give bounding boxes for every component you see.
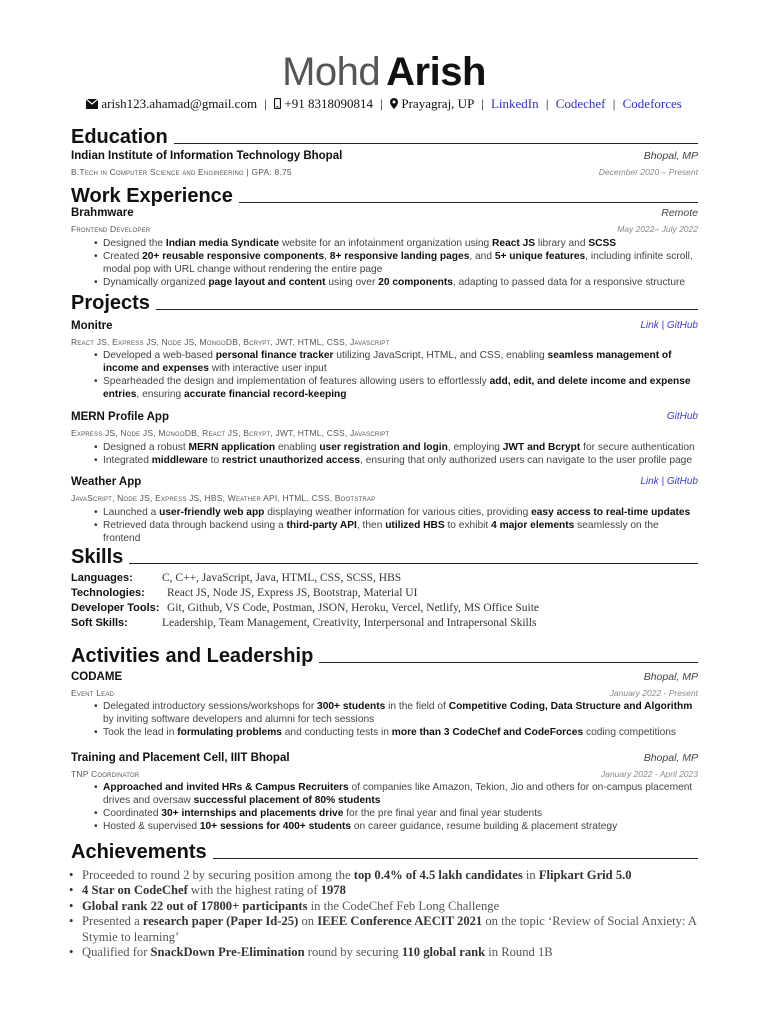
education-entry-sub <box>71 167 698 177</box>
skill-label: Developer Tools: <box>71 602 160 614</box>
project-github-link[interactable]: GitHub <box>666 320 698 331</box>
work-location: Remote <box>661 207 698 219</box>
skill-value: Git, Github, VS Code, Postman, JSON, Heroku, Vercel, Netlify, MS Office Suite <box>167 602 540 614</box>
project-header-mern <box>71 411 698 423</box>
list-item: • Coordinated 30+ internships and placements drive for the pre final year and final year students <box>103 807 698 820</box>
project-tech: Express JS, Node JS, MongoDB, React JS, Bcrypt, JWT, HTML, CSS, Javascript <box>71 428 390 438</box>
project-links: Link | GitHub <box>640 476 698 487</box>
achievements-section <box>71 840 698 864</box>
school-location: Bhopal, MP <box>643 150 698 162</box>
org-name: Training and Placement Cell, IIIT Bhopal <box>71 752 290 764</box>
list-item: • Proceeded to round 2 by securing position among the top 0.4% of 4.5 lakh candidates in Flipkart Grid 5.0 <box>82 868 698 883</box>
envelope-icon <box>86 97 98 113</box>
work-dates: May 2022– July 2022 <box>617 224 698 234</box>
section-rule <box>129 563 698 564</box>
work-entry-sub <box>71 224 698 234</box>
section-title: Activities and Leadership <box>71 645 314 667</box>
project-link[interactable]: Link <box>640 320 659 331</box>
list-item: • Presented a research paper (Paper Id-25) on IEEE Conference AECIT 2021 on the topic ‘Review of Social Anxiety: A Stymie to learning’ <box>82 914 698 945</box>
list-item: • Dynamically organized page layout and content using over 20 components, adapting to passed data for a responsive structure <box>103 276 698 289</box>
location: Prayagraj, UP <box>401 96 474 111</box>
project-name: MERN Profile App <box>71 411 169 423</box>
project-tech-weather <box>71 493 698 503</box>
project-github-link[interactable]: GitHub <box>666 411 698 422</box>
section-rule <box>213 858 698 859</box>
skills-section <box>71 545 698 569</box>
phone-icon <box>274 97 281 113</box>
list-item: • Designed the Indian media Syndicate website for an infotainment organization using React JS library and SCSS <box>103 237 698 250</box>
school-name: Indian Institute of Information Technology Bhopal <box>71 150 343 162</box>
work-entry-header <box>71 207 698 219</box>
activity-dates: January 2022 - Present <box>609 688 698 698</box>
section-rule <box>239 202 698 203</box>
project-links: Link | GitHub <box>640 320 698 331</box>
activity-role: TNP Coordinator <box>71 769 140 779</box>
list-item: • 4 Star on CodeChef with the highest rating of 1978 <box>82 883 698 898</box>
codechef-link[interactable]: Codechef <box>555 96 606 111</box>
map-pin-icon <box>390 97 398 113</box>
skill-value: Leadership, Team Management, Creativity, Interpersonal and Intrapersonal Skills <box>162 617 537 629</box>
section-title: Work Experience <box>71 185 233 207</box>
skill-row-soft-skills <box>71 616 698 631</box>
list-item: • Designed a robust MERN application enabling user registration and login, employing JWT and Bcrypt for secure authentication <box>103 441 698 454</box>
last-name: Arish <box>386 50 486 94</box>
section-rule <box>156 309 698 310</box>
codeforces-link[interactable]: Codeforces <box>622 96 682 111</box>
list-item: • Launched a user-friendly web app displaying weather information for various cities, providing easy access to real-time updates <box>103 506 698 519</box>
project-tech-monitre <box>71 337 698 347</box>
project-bullets-weather <box>103 506 698 545</box>
project-tech-mern <box>71 428 698 438</box>
work-bullets <box>103 237 698 289</box>
projects-section <box>71 291 698 315</box>
org-location: Bhopal, MP <box>643 752 698 764</box>
list-item: • Retrieved data through backend using a third-party API, then utilized HBS to exhibit 4 major elements seamlessly on the frontend <box>103 519 698 545</box>
skill-value: React JS, Node JS, Express JS, Bootstrap, Material UI <box>167 587 418 599</box>
list-item: • Qualified for SnackDown Pre-Elimination round by securing 110 global rank in Round 1B <box>82 945 698 960</box>
activity-sub-tnp <box>71 769 698 779</box>
org-name: CODAME <box>71 671 123 683</box>
activities-section <box>71 644 698 668</box>
list-item: • Hosted & supervised 10+ sessions for 400+ students on career guidance, resume building & placement strategy <box>103 820 698 833</box>
skill-value: C, C++, JavaScript, Java, HTML, CSS, SCSS, HBS <box>162 572 402 584</box>
activity-bullets-tnp <box>103 781 698 833</box>
section-title: Skills <box>71 546 124 568</box>
skill-row-technologies <box>71 586 698 601</box>
education-dates: December 2020 – Present <box>598 167 698 177</box>
project-bullets-mern <box>103 441 698 467</box>
project-tech: React JS, Express JS, Node JS, MongoDB, Bcrypt, JWT, HTML, CSS, Javascript <box>71 337 390 347</box>
degree: B.Tech in Computer Science and Engineering | GPA: 8.75 <box>71 167 292 177</box>
activity-bullets-codame <box>103 700 698 739</box>
section-rule <box>174 143 698 144</box>
activity-sub-codame <box>71 688 698 698</box>
activity-header-tnp <box>71 752 698 764</box>
contact-line: arish123.ahamad@gmail.com | +91 8318090814 | Prayagraj, UP | LinkedIn | Codechef | Codeforces <box>0 96 768 113</box>
list-item: • Spearheaded the design and implementation of features allowing users to effortlessly add, edit, and delete income and expense entries, ensuring accurate financial record-keeping <box>103 375 698 401</box>
list-item: • Global rank 22 out of 17800+ participants in the CodeChef Feb Long Challenge <box>82 899 698 914</box>
project-tech: JavaScript, Node JS, Express JS, HBS, Weather API, HTML, CSS, Bootstrap <box>71 493 376 503</box>
project-github-link[interactable]: GitHub <box>666 476 698 487</box>
skill-row-languages <box>71 571 698 586</box>
project-bullets-monitre <box>103 349 698 401</box>
section-title: Achievements <box>71 841 207 863</box>
phone[interactable]: +91 8318090814 <box>284 96 374 111</box>
list-item: • Created 20+ reusable responsive components, 8+ responsive landing pages, and 5+ unique features, including infinite scroll, modal pop with URL change without rendering the entire page <box>103 250 698 276</box>
company-name: Brahmware <box>71 207 134 219</box>
skill-label: Technologies: <box>71 587 145 599</box>
list-item: • Took the lead in formulating problems and conducting tests in more than 3 CodeChef and CodeForces coding competitions <box>103 726 698 739</box>
section-rule <box>319 662 698 663</box>
project-link[interactable]: Link <box>640 476 659 487</box>
skills-list <box>71 571 698 631</box>
education-section <box>71 125 698 149</box>
project-name: Monitre <box>71 320 113 332</box>
section-title: Education <box>71 126 168 148</box>
activity-dates: January 2022 - April 2023 <box>600 769 698 779</box>
linkedin-link[interactable]: LinkedIn <box>490 96 539 111</box>
section-title: Projects <box>71 292 150 314</box>
candidate-name <box>0 50 768 94</box>
skill-label: Languages: <box>71 572 133 584</box>
list-item: • Developed a web-based personal finance tracker utilizing JavaScript, HTML, and CSS, enabling seamless management of income and expenses with interactive user input <box>103 349 698 375</box>
org-location: Bhopal, MP <box>643 671 698 683</box>
first-name: Mohd <box>282 50 381 94</box>
project-header-monitre <box>71 320 698 332</box>
project-name: Weather App <box>71 476 142 488</box>
skill-label: Soft Skills: <box>71 617 128 629</box>
email[interactable]: arish123.ahamad@gmail.com <box>101 96 258 111</box>
list-item: • Integrated middleware to restrict unauthorized access, ensuring that only authorized users can navigate to the user profile page <box>103 454 698 467</box>
project-header-weather <box>71 476 698 488</box>
activity-header-codame <box>71 671 698 683</box>
job-role: Frontend Developer <box>71 224 151 234</box>
work-section <box>71 184 698 208</box>
achievements-list <box>82 868 698 960</box>
list-item: • Approached and invited HRs & Campus Recruiters of companies like Amazon, Tekion, Jio and others for on-campus placement drives and oversaw successful placement of 80% students <box>103 781 698 807</box>
list-item: • Delegated introductory sessions/workshops for 300+ students in the field of Competitive Coding, Data Structure and Algorithm by inviting software developers and alumni for tech sessions <box>103 700 698 726</box>
education-entry-header <box>71 150 698 162</box>
activity-role: Event Lead <box>71 688 115 698</box>
skill-row-developer-tools <box>71 601 698 616</box>
